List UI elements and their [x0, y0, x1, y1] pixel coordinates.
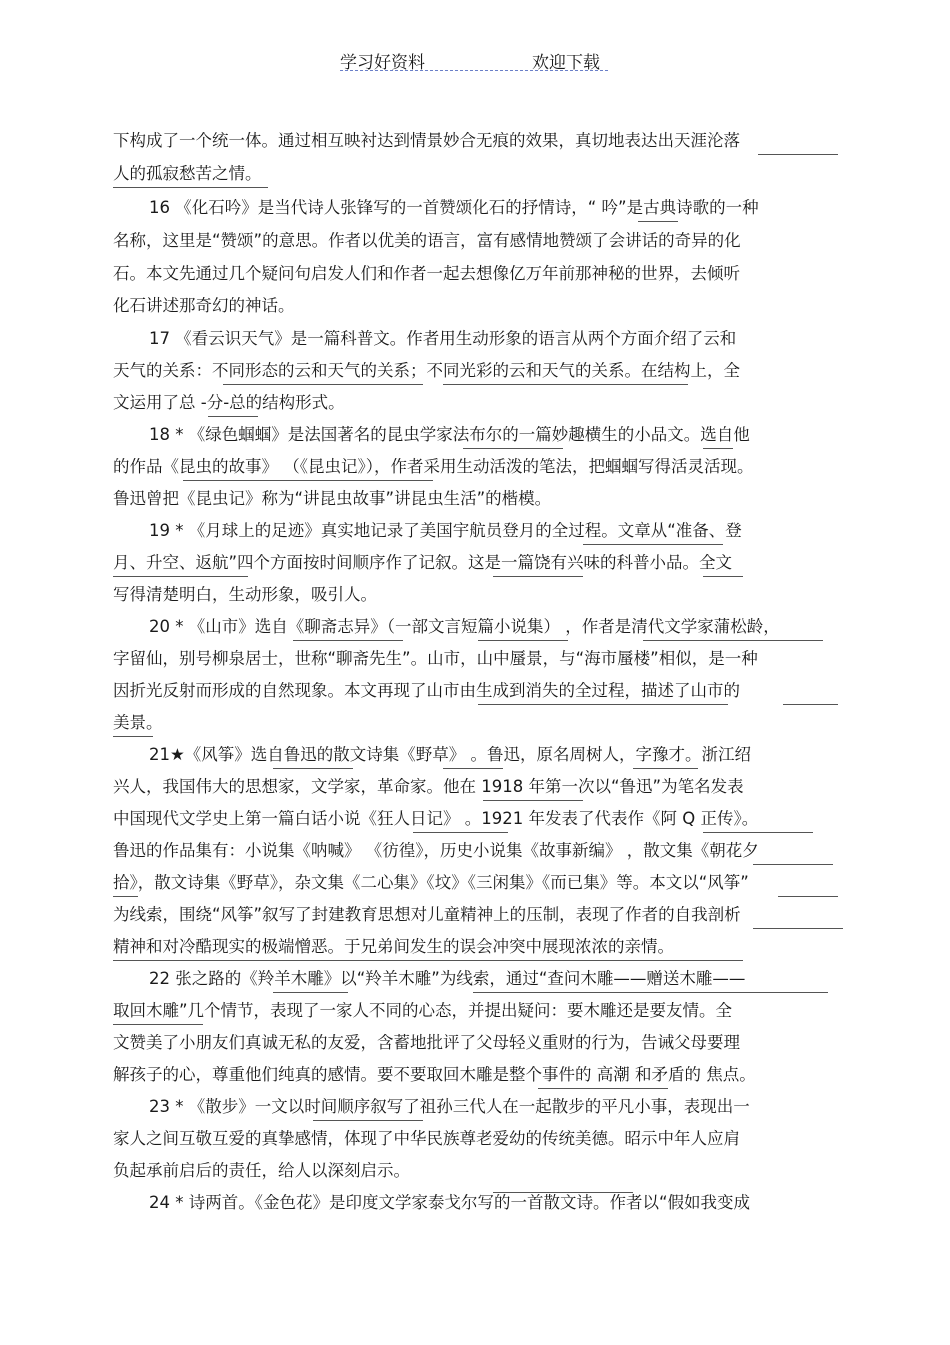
underline-mark [113, 736, 153, 737]
underline-mark [758, 154, 838, 155]
underline-mark [643, 640, 823, 641]
underline-mark [183, 480, 433, 481]
underline-mark [478, 640, 568, 641]
underline-mark [413, 832, 508, 833]
underline-mark [313, 1120, 423, 1121]
text-line: 拾》，散文诗集《野草》，杂文集《二心集》《坟》《三闲集》《而已集》等。本文以“风筝” [113, 873, 749, 892]
page-header [0, 48, 950, 74]
underline-mark [633, 768, 698, 769]
underline-mark [483, 800, 583, 801]
text-line: 化石讲述那奇幻的神话。 [113, 296, 295, 315]
text-line: 家人之间互敬互爱的真挚感情，体现了中华民族尊老爱幼的传统美德。昭示中年人应肩 [113, 1129, 740, 1148]
text-line: 解孩子的心，尊重他们纯真的感情。要不要取回木雕是整个事件的 高潮 和矛盾的 焦点。 [113, 1065, 756, 1084]
underline-mark [443, 768, 503, 769]
underline-mark [653, 544, 723, 545]
text-line: 鲁迅的作品集有：小说集《呐喊》 《彷徨》，历史小说集《故事新编》 ，散文集《朝花夕 [113, 841, 759, 860]
underline-mark [223, 384, 423, 385]
text-line: 鲁迅曾把《昆虫记》称为“讲昆虫故事”讲昆虫生活”的楷模。 [113, 489, 552, 508]
text-line: 18 * 《绿色蝈蝈》是法国著名的昆虫学家法布尔的一篇妙趣横生的小品文。选自他 [149, 425, 750, 444]
underline-mark [753, 928, 843, 929]
underline-mark [753, 864, 833, 865]
header-right-text: 欢迎下载 [532, 53, 600, 73]
underline-mark [443, 384, 688, 385]
underline-mark [208, 416, 258, 417]
text-line: 24 * 诗两首。《金色花》是印度文学家泰戈尔写的一首散文诗。作者以“假如我变成 [149, 1193, 751, 1212]
underline-mark [273, 992, 348, 993]
text-line: 文运用了总 -分-总的结构形式。 [113, 393, 345, 412]
text-line: 20 * 《山市》选自《聊斋志异》（一部文言短篇小说集） ，作者是清代文学家蒲松龄， [149, 617, 780, 636]
underline-mark [538, 1088, 668, 1089]
underline-mark [463, 448, 563, 449]
text-line: 为线索，围绕“风筝”叙写了封建教育思想对儿童精神上的压制，表现了作者的自我剖析 [113, 905, 741, 924]
text-line: 22 张之路的《羚羊木雕》以“羚羊木雕”为线索，通过“查问木雕——赠送木雕—— [149, 969, 746, 988]
text-line: 17 《看云识天气》是一篇科普文。作者用生动形象的语言从两个方面介绍了云和 [149, 329, 737, 348]
underline-mark [493, 1192, 633, 1193]
text-line: 兴人，我国伟大的思想家，文学家，革命家。他在 1918 年第一次以“鲁迅”为笔名发表 [113, 777, 744, 796]
underline-mark [113, 1024, 203, 1025]
header-divider [340, 70, 608, 71]
text-line: 16 《化石吟》是当代诗人张锋写的一首赞颂化石的抒情诗，“ 吟”是古典诗歌的一种 [149, 198, 759, 217]
text-line: 天气的关系：不同形态的云和天气的关系；不同光彩的云和天气的关系。在结构上，全 [113, 361, 740, 380]
underline-mark [638, 221, 678, 222]
text-line: 下构成了一个统一体。通过相互映衬达到情景妙合无痕的效果，真切地表达出天涯沦落 [113, 131, 740, 150]
text-line: 的作品《昆虫的故事》 （《昆虫记》），作者采用生动活泼的笔法，把蝈蝈写得活灵活现。 [113, 457, 754, 476]
underline-mark [703, 576, 743, 577]
text-line: 23 * 《散步》一文以时间顺序叙写了祖孙三代人在一起散步的平凡小事，表现出一 [149, 1097, 750, 1116]
text-line: 美景。 [113, 713, 163, 732]
text-line: 写得清楚明白，生动形象，吸引人。 [113, 585, 377, 604]
text-line: 中国现代文学史上第一篇白话小说《狂人日记》 。1921 年发表了代表作《阿 Q 正传》。 [113, 809, 759, 828]
header-left-text: 学习好资料 [340, 53, 425, 73]
text-line: 负起承前启后的责任，给人以深刻启示。 [113, 1161, 410, 1180]
underline-mark [783, 704, 838, 705]
underline-mark [113, 576, 248, 577]
underline-mark [493, 576, 583, 577]
underline-mark [478, 704, 728, 705]
text-line: 取回木雕”几个情节，表现了一家人不同的心态，并提出疑问：要木雕还是要友情。全 [113, 1001, 733, 1020]
underline-mark [703, 832, 813, 833]
underline-mark [273, 768, 353, 769]
text-line: 因折光反射而形成的自然现象。本文再现了山市由生成到消失的全过程，描述了山市的 [113, 681, 740, 700]
text-line: 人的孤寂愁苦之情。 [113, 164, 262, 183]
text-line: 21★《风筝》选自鲁迅的散文诗集《野草》 。鲁迅，原名周树人，字豫才。浙江绍 [149, 745, 752, 764]
underline-mark [703, 448, 733, 449]
underline-mark [113, 960, 743, 961]
text-line: 石。本文先通过几个疑问句启发人们和作者一起去想像亿万年前那神秘的世界，去倾听 [113, 264, 740, 283]
underline-mark [113, 896, 138, 897]
text-line: 精神和对冷酷现实的极端憎恶。于兄弟间发生的误会冲突中展现浓浓的亲情。 [113, 937, 674, 956]
text-line: 文赞美了小朋友们真诚无私的友爱，含蓄地批评了父母轻义重财的行为，告诫父母要理 [113, 1033, 740, 1052]
underline-mark [113, 187, 268, 188]
text-line: 名称，这里是“赞颂”的意思。作者以优美的语言，富有感情地赞颂了会讲话的奇异的化 [113, 231, 741, 250]
text-line: 月、升空、返航”四个方面按时间顺序作了记叙。这是一篇饶有兴味的科普小品。全文 [113, 553, 733, 572]
text-line: 字留仙，别号柳泉居士，世称“聊斋先生”。山市，山中蜃景，与“海市蜃楼”相似，是一种 [113, 649, 758, 668]
underline-mark [293, 640, 403, 641]
underline-mark [473, 992, 828, 993]
underline-mark [778, 896, 838, 897]
text-line: 19 * 《月球上的足迹》真实地记录了美国宇航员登月的全过程。文章从“准备、登 [149, 521, 742, 540]
